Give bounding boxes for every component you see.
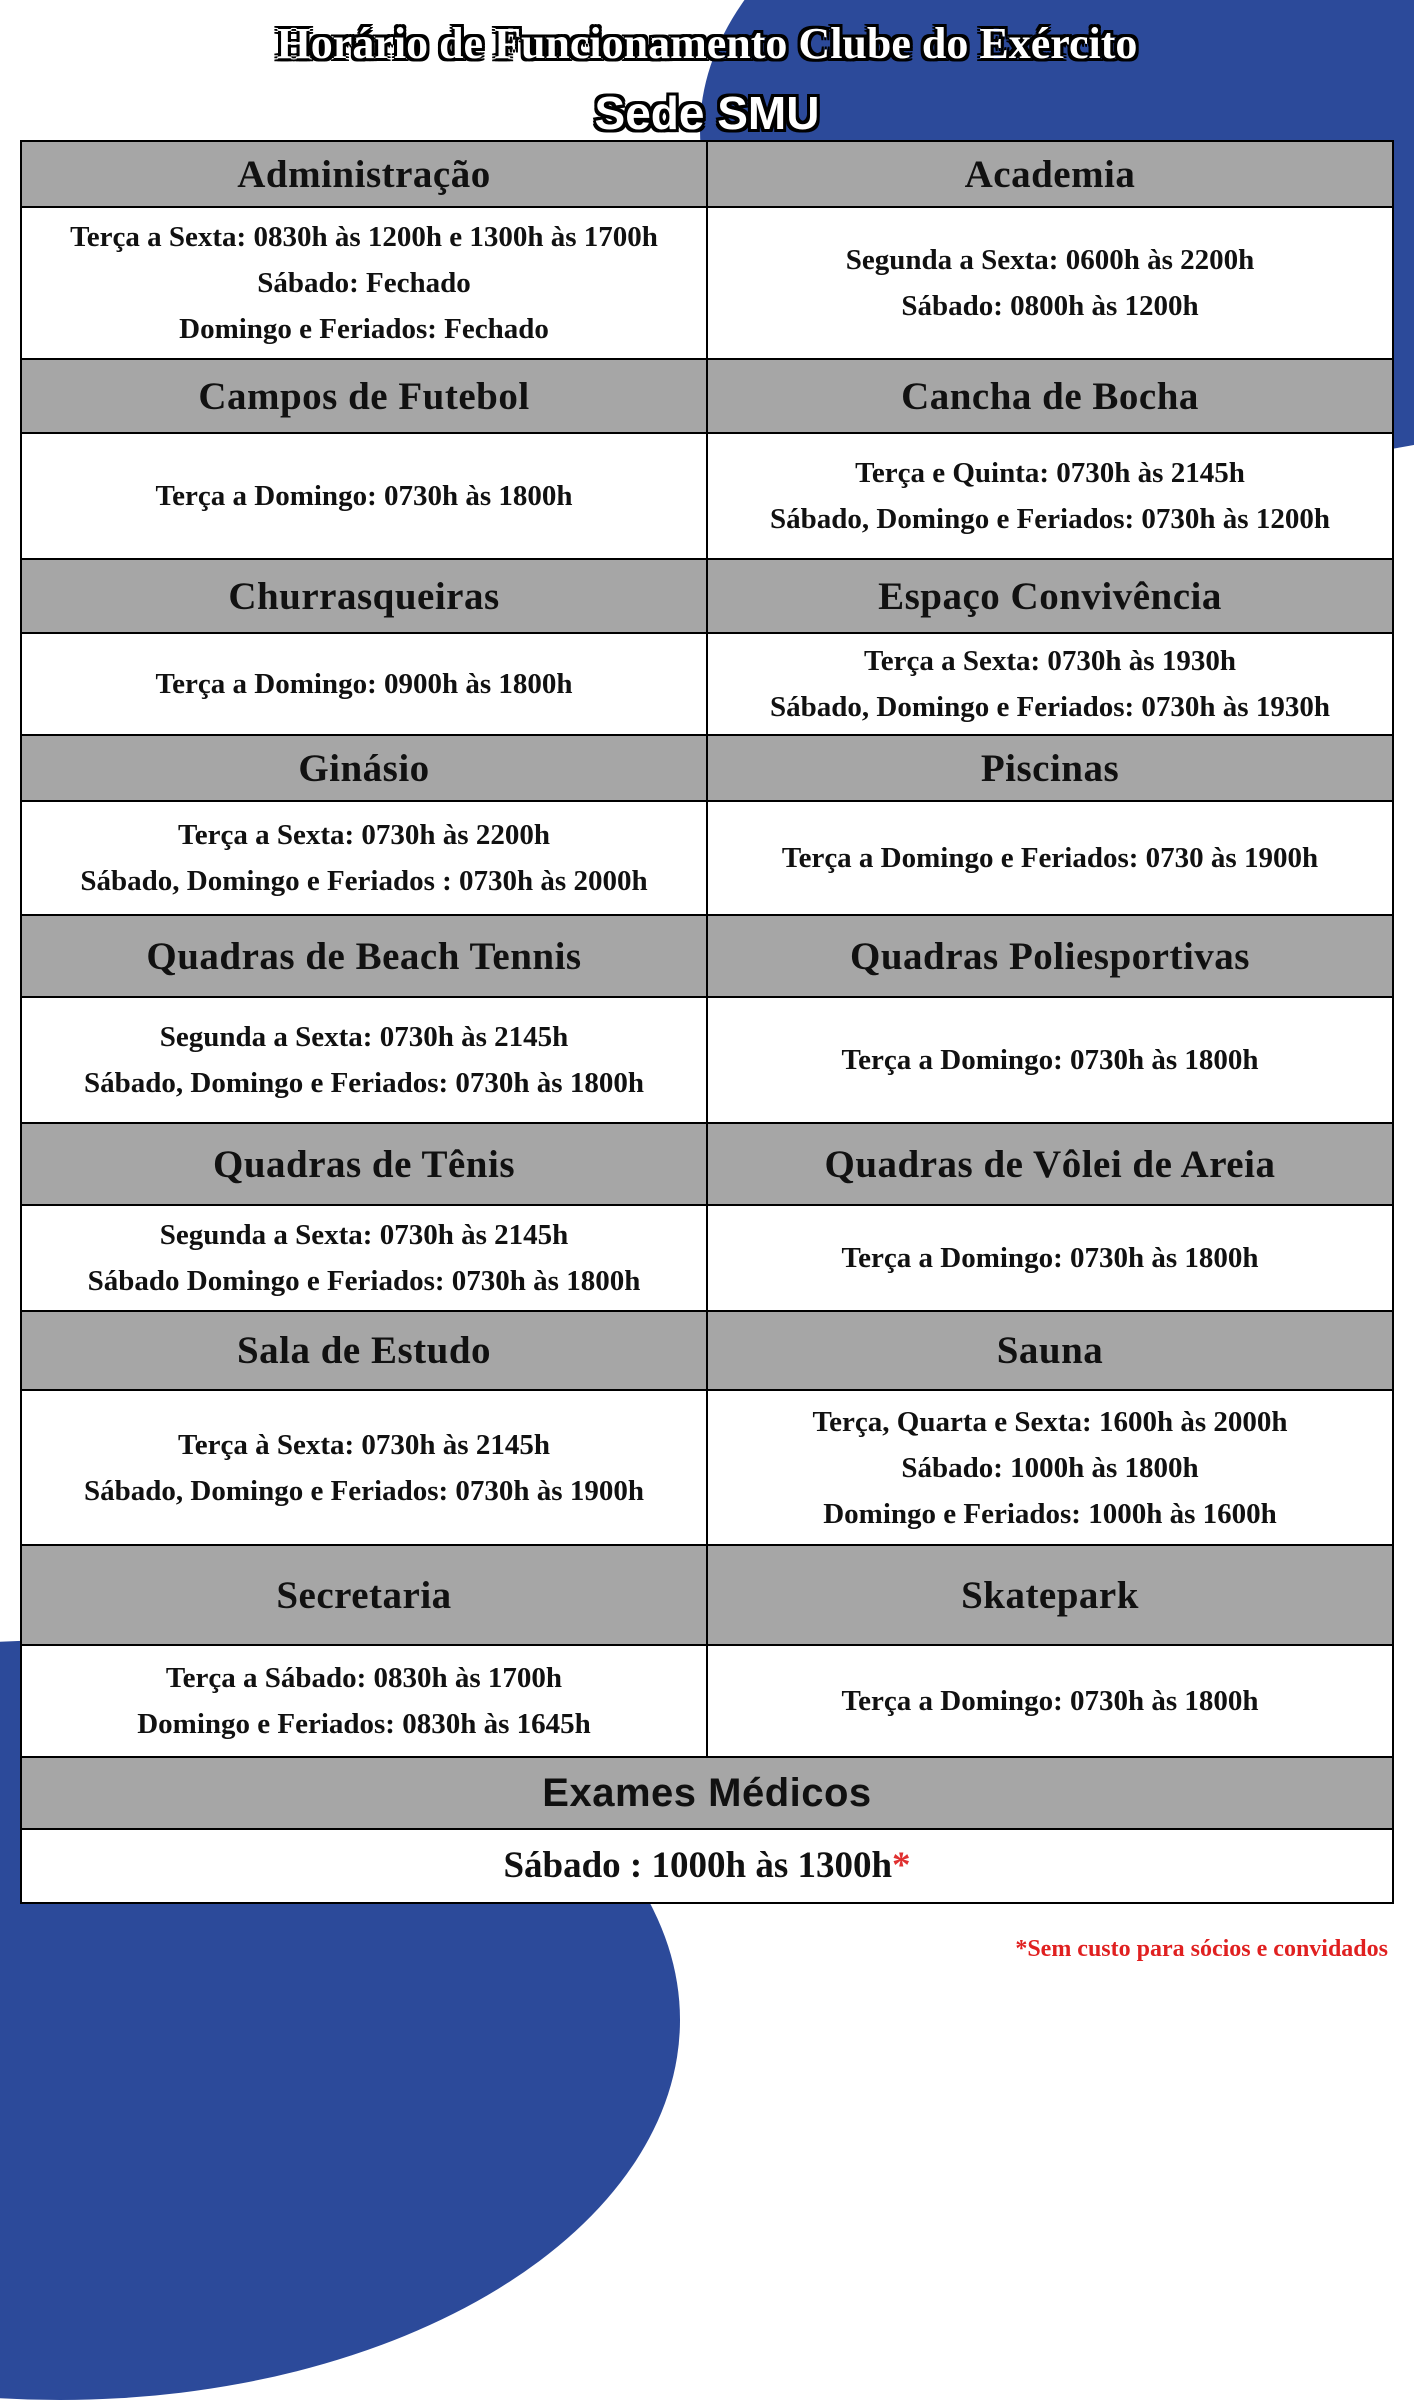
section-hours (22, 1646, 706, 1756)
section-header: Churrasqueiras (22, 560, 706, 632)
section-header: Quadras de Beach Tennis (22, 916, 706, 996)
hours-line: Segunda a Sexta: 0730h às 2145h (159, 1219, 569, 1251)
exames-header: Exames Médicos (22, 1758, 1392, 1828)
section-header: Sala de Estudo (22, 1312, 706, 1389)
hours-line: Segunda a Sexta: 0730h às 2145h (159, 1021, 569, 1053)
hours-line: Terça a Domingo: 0730h às 1800h (841, 1242, 1259, 1274)
exames-hours (22, 1830, 1392, 1902)
hours-line: Sábado, Domingo e Feriados : 0730h às 2000h (80, 865, 648, 897)
section-hours (708, 208, 1392, 358)
section-hours (708, 1391, 1392, 1544)
hours-line: Terça a Sexta: 0830h às 1200h e 1300h às 1700h (70, 221, 658, 253)
hours-line: Terça a Domingo: 0900h às 1800h (155, 668, 573, 700)
hours-line: Sábado: 0800h às 1200h (901, 290, 1199, 322)
hours-line: Sábado, Domingo e Feriados: 0730h às 1930h (770, 691, 1330, 723)
hours-line: Terça a Sexta: 0730h às 2200h (178, 819, 550, 851)
schedule-table (20, 140, 1394, 1904)
section-header: Cancha de Bocha (708, 360, 1392, 432)
section-header: Campos de Futebol (22, 360, 706, 432)
hours-line: Domingo e Feriados: 0830h às 1645h (137, 1708, 591, 1740)
hours-line: Terça a Sábado: 0830h às 1700h (165, 1662, 563, 1694)
hours-line: Sábado Domingo e Feriados: 0730h às 1800h (87, 1265, 641, 1297)
asterisk-mark: * (892, 1845, 911, 1886)
section-hours (22, 1206, 706, 1310)
hours-line: Sábado, Domingo e Feriados: 0730h às 1200h (770, 503, 1330, 535)
section-header: Secretaria (22, 1546, 706, 1644)
section-header: Administração (22, 142, 706, 206)
page-subtitle: Sede SMU (594, 87, 820, 139)
hours-line: Domingo e Feriados: Fechado (179, 313, 549, 345)
hours-line: Terça a Domingo e Feriados: 0730 às 1900h (781, 842, 1319, 874)
section-hours (22, 434, 706, 558)
hours-line: Sábado, Domingo e Feriados: 0730h às 1800h (84, 1067, 644, 1099)
section-header: Academia (708, 142, 1392, 206)
section-header: Espaço Convivência (708, 560, 1392, 632)
hours-line: Segunda a Sexta: 0600h às 2200h (845, 244, 1255, 276)
hours-line: Domingo e Feriados: 1000h às 1600h (823, 1497, 1277, 1530)
section-header: Ginásio (22, 736, 706, 800)
section-header: Sauna (708, 1312, 1392, 1389)
section-header: Quadras Poliesportivas (708, 916, 1392, 996)
section-hours (22, 1391, 706, 1544)
hours-line: Sábado: Fechado (257, 267, 471, 299)
hours-line: Terça a Domingo: 0730h às 1800h (841, 1685, 1259, 1717)
hours-line: Sábado, Domingo e Feriados: 0730h às 1900h (84, 1474, 644, 1507)
section-header: Quadras de Tênis (22, 1124, 706, 1204)
section-hours (708, 998, 1392, 1122)
hours-line: Terça a Sexta: 0730h às 1930h (864, 645, 1236, 677)
section-hours (708, 434, 1392, 558)
hours-line: Terça a Domingo: 0730h às 1800h (841, 1044, 1259, 1076)
section-hours (22, 998, 706, 1122)
section-hours (22, 634, 706, 734)
section-header: Skatepark (708, 1546, 1392, 1644)
page-title: Horário de Funcionamento Clube do Exército (276, 19, 1138, 68)
exames-hours-text: Sábado : 1000h às 1300h (503, 1845, 893, 1886)
hours-line: Terça e Quinta: 0730h às 2145h (855, 457, 1245, 489)
section-hours (708, 1646, 1392, 1756)
hours-line: Sábado: 1000h às 1800h (901, 1451, 1199, 1484)
hours-line: Terça, Quarta e Sexta: 1600h às 2000h (812, 1405, 1288, 1438)
section-header: Quadras de Vôlei de Areia (708, 1124, 1392, 1204)
footnote: *Sem custo para sócios e convidados (1015, 1936, 1388, 1962)
hours-line: Terça a Domingo: 0730h às 1800h (155, 480, 573, 512)
section-hours (708, 1206, 1392, 1310)
section-header: Piscinas (708, 736, 1392, 800)
section-hours (708, 802, 1392, 914)
hours-line: Terça à Sexta: 0730h às 2145h (178, 1428, 550, 1461)
section-hours (22, 802, 706, 914)
section-hours (708, 634, 1392, 734)
section-hours (22, 208, 706, 358)
